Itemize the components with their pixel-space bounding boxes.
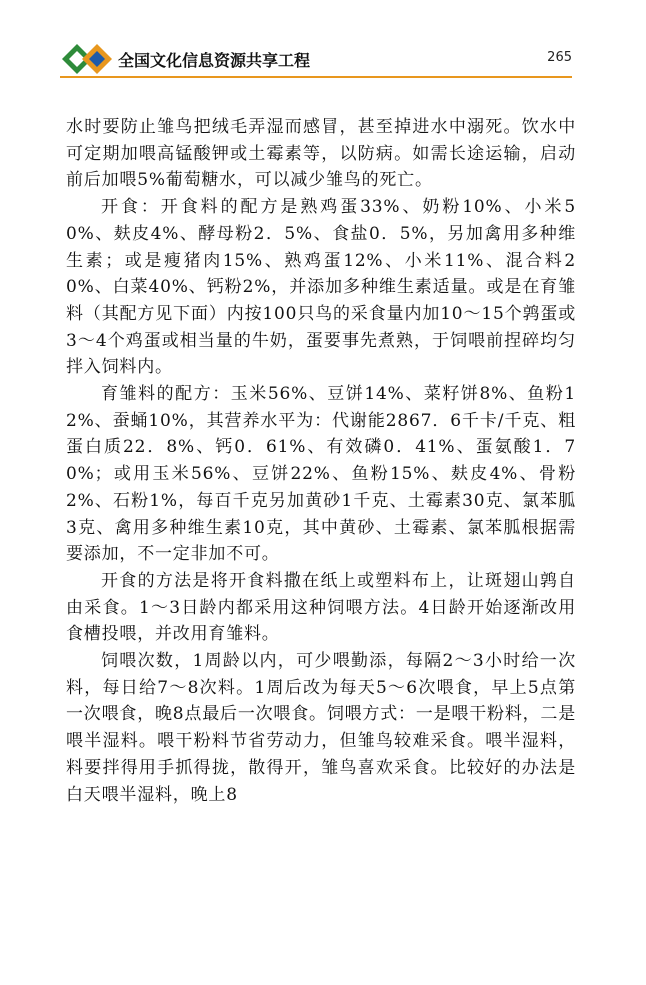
logo-icon [60, 42, 116, 76]
page-header [60, 42, 572, 76]
paragraph: 开食的方法是将开食料撒在纸上或塑料布上，让斑翅山鹑自由采食。1～3日龄内都采用这种饲喂方法。4日龄开始逐渐改用食槽投喂，并改用育雏料。 [66, 570, 576, 645]
paragraph: 育雏料的配方：玉米56%、豆饼14%、菜籽饼8%、鱼粉12%、蚕蛹10%，其营养水平为：代谢能2867．6千卡/千克、粗蛋白质22．8%、钙0．61%、有效磷0．41%、蛋氨酸1．70%；或用玉米56%、豆饼22%、鱼粉15%、麸皮4%、骨粉2%、石粉1%，每百千克另加黄砂1千克、土霉素30克、氯苯胍3克、禽用多种维生素10克，其中黄砂、土霉素、氯苯胍根据需要添加，不一定非加不可。 [66, 384, 576, 565]
header-title: 全国文化信息资源共享工程 [118, 51, 311, 70]
paragraph: 开食：开食料的配方是熟鸡蛋33%、奶粉10%、小米50%、麸皮4%、酵母粉2．5%、食盐0．5%，另加禽用多种维生素；或是瘦猪肉15%、熟鸡蛋12%、小米11%、混合料20%、白菜40%、钙粉2%，并添加多种维生素适量。或是在育雏料（其配方见下面）内按100只鸟的采食量内加10～15个鹑蛋或3～4个鸡蛋或相当量的牛奶，蛋要事先煮熟，于饲喂前捏碎均匀拌入饲料内。 [66, 197, 576, 378]
body-text [66, 114, 576, 808]
page-number: 265 [547, 50, 572, 65]
paragraph: 饲喂次数，1周龄以内，可少喂勤添，每隔2～3小时给一次料，每日给7～8次料。1周后改为每天5～6次喂食，早上5点第一次喂食，晚8点最后一次喂食。饲喂方式：一是喂干粉料，二是喂半湿料。喂干粉料节省劳动力，但雏鸟较难采食。喂半湿料，料要拌得用手抓得拢，散得开，雏鸟喜欢采食。比较好的办法是白天喂半湿料，晚上8 [66, 651, 577, 805]
header-divider [60, 76, 572, 78]
paragraph: 水时要防止雏鸟把绒毛弄湿而感冒，甚至掉进水中溺死。饮水中可定期加喂高锰酸钾或土霉素等，以防病。如需长途运输，启动前后加喂5%葡萄糖水，可以减少雏鸟的死亡。 [66, 117, 576, 191]
